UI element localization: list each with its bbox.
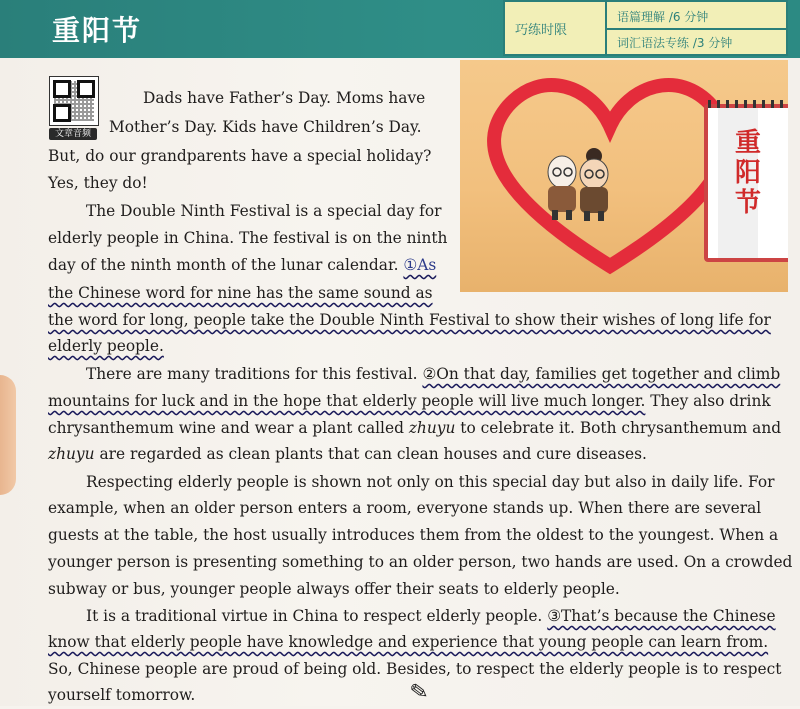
text-segment: are regarded as clean plants that can clean houses and cure diseases. <box>94 445 647 463</box>
qr-caption: 文章音频 <box>49 128 97 140</box>
text-line <box>86 362 780 388</box>
calendar-rings <box>708 100 788 108</box>
italic-word-zhuyu: zhuyu <box>408 419 456 437</box>
text-line <box>48 416 781 442</box>
text-line <box>48 253 436 279</box>
underlined-sentence-1: the Chinese word for nine has the same sound as <box>48 284 433 302</box>
text-line: example, when an older person enters a room, everyone stands up. When there are several <box>48 499 762 517</box>
lesson-header <box>0 0 800 58</box>
timer-item-reading: 语篇理解 /6 分钟 <box>617 10 709 24</box>
underlined-sentence-1: ①As <box>403 256 437 274</box>
text-line: Dads have Father’s Day. Moms have <box>143 89 426 107</box>
text-segment: day of the ninth month of the lunar calendar. <box>48 256 399 274</box>
text-line: yourself tomorrow. <box>48 686 196 704</box>
page-title: 重阳节 <box>52 14 143 47</box>
underlined-sentence-1: the word for long, people take the Double Ninth Festival to show their wishes of long life for <box>48 311 771 329</box>
practice-time-box <box>503 0 788 56</box>
qr-corner <box>53 104 71 122</box>
text-line: Mother’s Day. Kids have Children’s Day. <box>109 118 422 136</box>
text-line: Respecting elderly people is shown not only on this special day but also in daily life. For <box>86 473 775 491</box>
text-segment: It is a traditional virtue in China to respect elderly people. <box>86 607 543 625</box>
text-line: Yes, they do! <box>48 174 148 192</box>
handwritten-mark-icon: ✎ <box>408 678 431 707</box>
underlined-sentence-3: know that elderly people have knowledge and experience that young people can learn from. <box>48 633 769 651</box>
timer-divider <box>607 28 786 30</box>
underlined-sentence-3: ③That’s because the Chinese <box>547 607 776 625</box>
text-line: younger person is presenting something to an older person, two hands are used. On a crowded <box>48 553 793 571</box>
calendar-festival-name: 重阳节 <box>734 128 761 218</box>
text-line: guests at the table, the host usually introduces them from the oldest to the youngest. When a <box>48 526 779 544</box>
text-line <box>48 442 647 468</box>
text-line: So, Chinese people are proud of being old. Besides, to respect the elderly people is to respect <box>48 660 782 678</box>
text-segment: They also drink <box>650 392 771 410</box>
text-line: subway or bus, younger people always offer their seats to elderly people. <box>48 580 620 598</box>
text-line: The Double Ninth Festival is a special day for <box>86 202 442 220</box>
timer-item-grammar: 词汇语法专练 /3 分钟 <box>617 36 733 50</box>
finger-edge <box>0 375 16 495</box>
festival-illustration <box>460 60 788 292</box>
timer-label: 巧练时限 <box>515 23 568 38</box>
text-line <box>86 604 776 630</box>
text-segment: to celebrate it. Both chrysanthemum and <box>455 419 782 437</box>
text-segment: chrysanthemum wine and wear a plant called <box>48 419 409 437</box>
underlined-sentence-2: ②On that day, families get together and climb <box>422 365 781 383</box>
grandma-figure-icon <box>580 148 608 221</box>
underlined-sentence-2: mountains for luck and in the hope that elderly people will live much longer. <box>48 392 646 410</box>
grandpa-figure-icon <box>548 156 576 220</box>
heart-icon <box>494 85 726 266</box>
calendar-card <box>704 104 788 262</box>
text-segment: There are many traditions for this festival. <box>86 365 418 383</box>
underlined-sentence-1: elderly people. <box>48 337 164 355</box>
qr-corner <box>53 80 71 98</box>
italic-word-zhuyu: zhuyu <box>48 445 95 463</box>
text-line: But, do our grandparents have a special holiday? <box>48 147 432 165</box>
text-line: elderly people in China. The festival is on the ninth <box>48 229 448 247</box>
qr-code-icon[interactable] <box>49 76 99 126</box>
qr-corner <box>77 80 95 98</box>
text-line <box>48 389 771 415</box>
